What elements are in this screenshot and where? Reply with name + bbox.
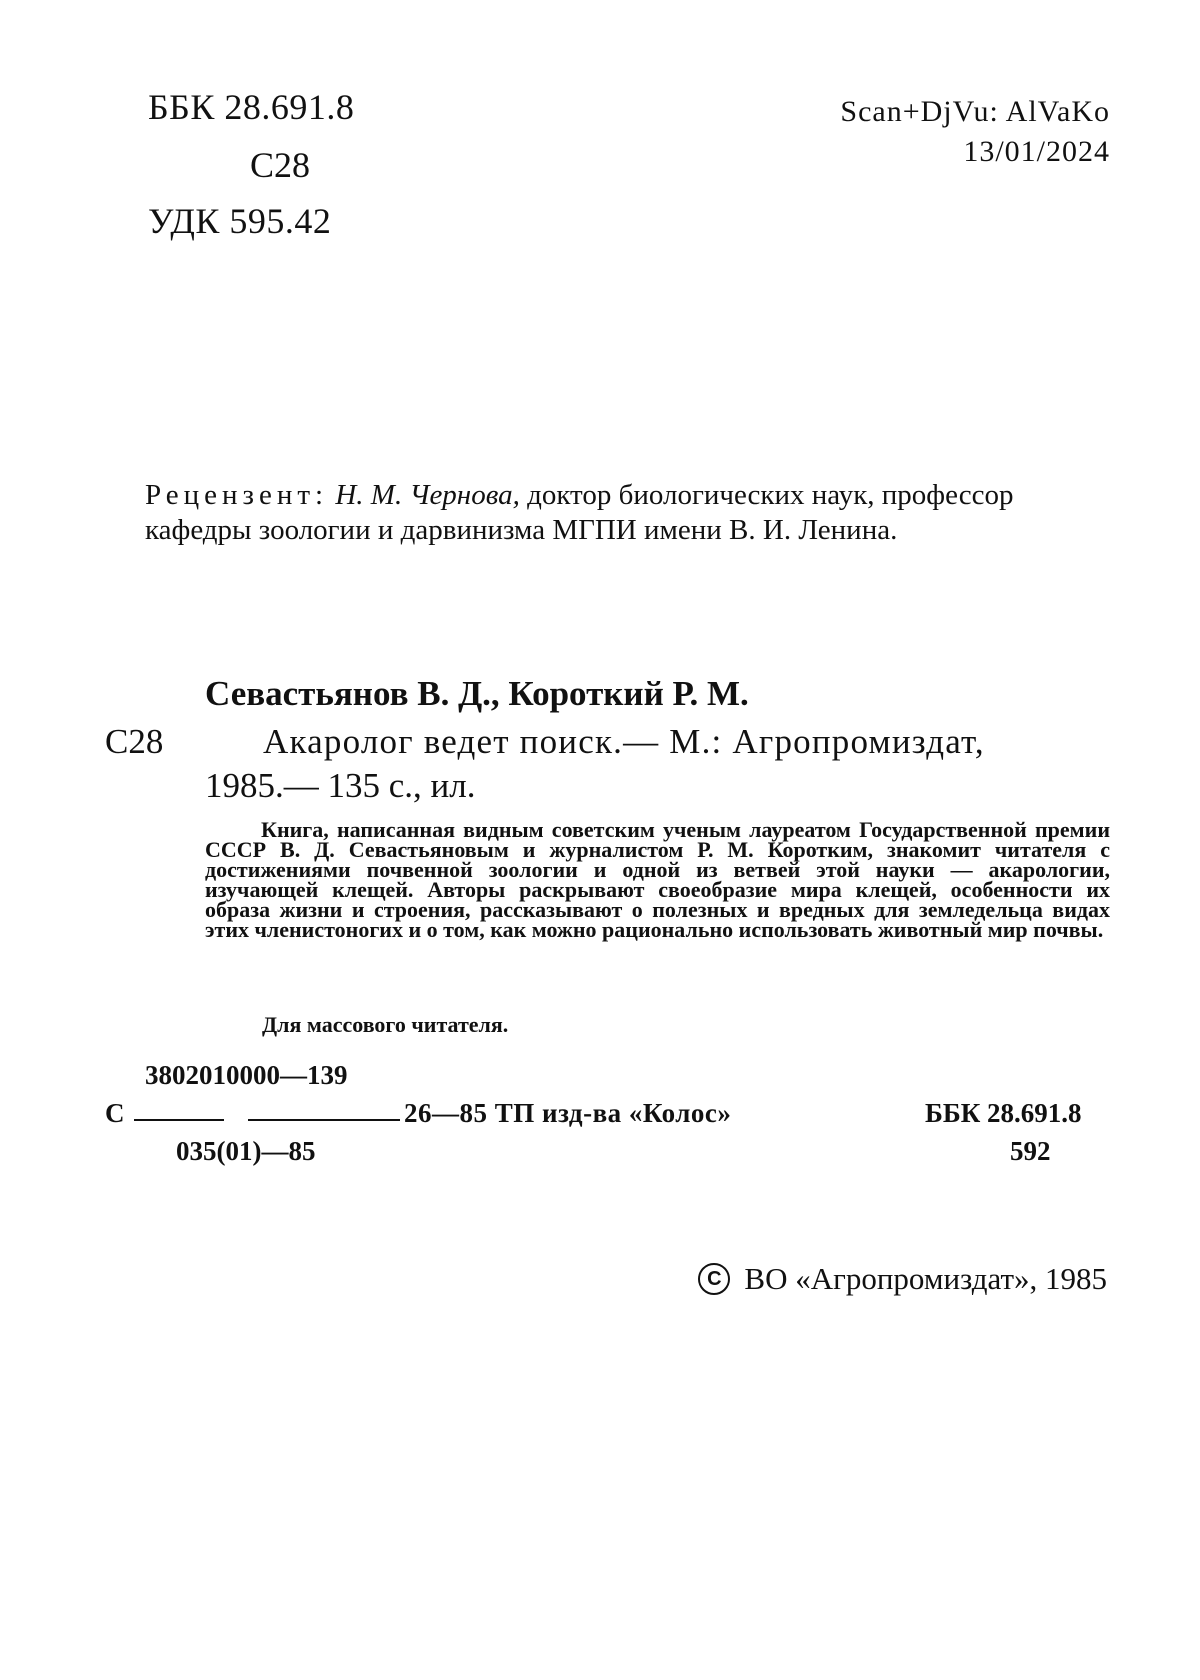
book-imprint-line: 1985.— 135 с., ил.: [205, 766, 476, 805]
formula-numerator: 3802010000—139: [145, 1060, 348, 1090]
reviewer-credentials: доктор биологических наук, профессор кафедры зоологии и дарвинизма МГПИ имени В. И. Ленина.: [145, 479, 1014, 546]
scan-credit: Scan+DjVu: AlVaKo: [840, 95, 1110, 128]
udk-code: УДК 595.42: [148, 201, 332, 241]
annotation-text: Книга, написанная видным советским ученым лауреатом Государственной премии СССР В. Д. Севастьяновым и журналистом Р. М. Коротким, знакомит читателя с достижениями почвенной зоологии и одной из ветвей этой науки — акарологии, изучающей клещей. Авторы раскрывают своеобразие мира клещей, особенности их образа жизни и строения, рассказывают о полезных и вредных для земледельца видах этих членистоногих и о том, как можно рационально использовать животный мир почвы.: [205, 817, 1110, 942]
copyright-line: [698, 1258, 1107, 1297]
book-title-line: Акаролог ведет поиск.— М.: Агропромиздат,: [263, 722, 985, 761]
reviewer-block: [145, 478, 1085, 548]
formula-letter: С: [105, 1098, 125, 1128]
reviewer-name: Н. М. Чернова,: [335, 479, 520, 511]
bbk-code: ББК 28.691.8: [148, 87, 355, 127]
fraction-bar: [134, 1119, 224, 1121]
bbk-code-bottom: ББК 28.691.8: [925, 1098, 1082, 1128]
formula-denominator: 035(01)—85: [176, 1136, 316, 1166]
publisher-price-line: 26—85 ТП изд-ва «Колос»: [404, 1098, 732, 1128]
fraction-bar: [248, 1119, 400, 1121]
entry-code: С28: [105, 722, 164, 761]
scan-date: 13/01/2024: [963, 135, 1110, 168]
copyright-icon: C: [698, 1263, 730, 1295]
bbk-number: 592: [1010, 1136, 1051, 1166]
scan-note: [840, 92, 1110, 172]
copyright-text: ВО «Агропромиздат», 1985: [744, 1260, 1107, 1296]
audience-note: Для массового читателя.: [262, 1012, 509, 1037]
reviewer-label: Рецензент:: [145, 479, 329, 511]
book-authors: Севастьянов В. Д., Короткий Р. М.: [205, 674, 749, 713]
book-annotation: [205, 817, 1110, 942]
author-sign-code: С28: [250, 145, 311, 185]
